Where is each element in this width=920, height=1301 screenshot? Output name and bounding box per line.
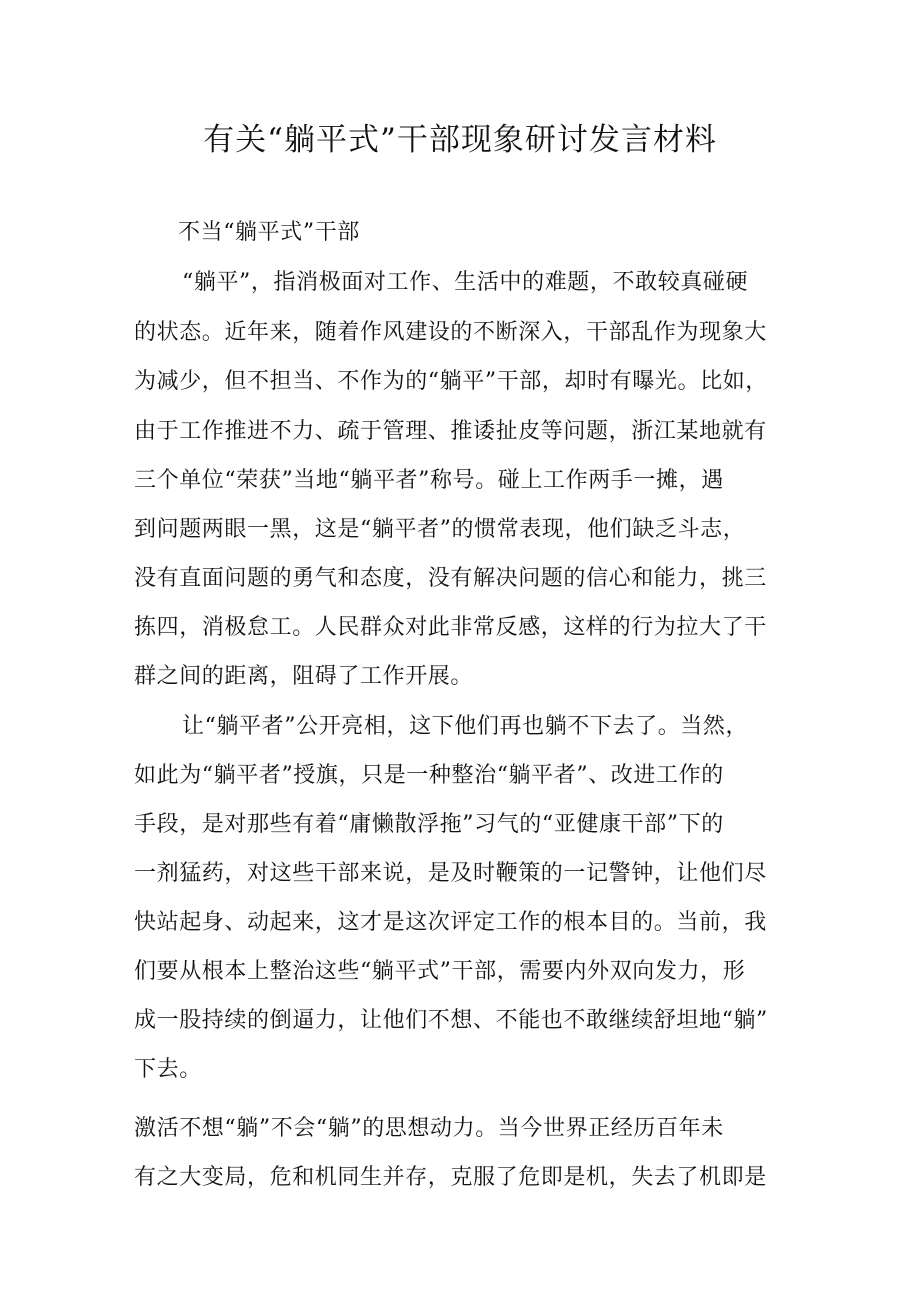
- paragraph-line: 拣四，消极怠工。人民群众对此非常反感，这样的行为拉大了干: [134, 615, 767, 640]
- paragraph-line: 没有直面问题的勇气和态度，没有解决问题的信心和能力，挑三: [134, 566, 767, 591]
- paragraph-line: 的状态。近年来，随着作风建设的不断深入，干部乱作为现象大: [134, 320, 767, 345]
- subheading: 不当“躺平式”干部: [178, 220, 360, 245]
- paragraph-line: 让“躺平者”公开亮相，这下他们再也躺不下去了。当然，: [182, 714, 749, 739]
- paragraph-line: 激活不想“躺”不会“躺”的思想动力。当今世界正经历百年未: [134, 1116, 724, 1141]
- paragraph-line: 三个单位“荣获”当地“躺平者”称号。碰上工作两手一摊，遇: [134, 468, 724, 493]
- paragraph-line: 为减少，但不担当、不作为的“躺平”干部，却时有曝光。比如，: [134, 369, 768, 394]
- paragraph-line: 到问题两眼一黑，这是“躺平者”的惯常表现，他们缺乏斗志，: [134, 517, 746, 542]
- paragraph-line: 手段，是对那些有着“庸懒散浮拖”习气的“亚健康干部”下的: [134, 812, 724, 837]
- paragraph-line: 一剂猛药，对这些干部来说，是及时鞭策的一记警钟，让他们尽: [134, 861, 767, 886]
- paragraph-line: 成一股持续的倒逼力，让他们不想、不能也不敢继续舒坦地“躺”: [134, 1008, 768, 1033]
- paragraph-line: 如此为“躺平者”授旗，只是一种整治“躺平者”、改进工作的: [134, 763, 724, 788]
- paragraph-line: 快站起身、动起来，这才是这次评定工作的根本目的。当前，我: [134, 910, 767, 935]
- paragraph-line: 由于工作推进不力、疏于管理、推诿扯皮等问题，浙江某地就有: [134, 419, 767, 444]
- paragraph-line: “躺平”，指消极面对工作、生活中的难题，不敢较真碰硬: [182, 270, 749, 295]
- paragraph-line: 们要从根本上整治这些“躺平式”干部，需要内外双向发力，形: [134, 959, 746, 984]
- paragraph-line: 群之间的距离，阻碍了工作开展。: [134, 664, 474, 689]
- document-title: 有关“躺平式”干部现象研讨发言材料: [203, 122, 717, 158]
- paragraph-line: 有之大变局，危和机同生并存，克服了危即是机，失去了机即是: [134, 1165, 767, 1190]
- paragraph-line: 下去。: [134, 1057, 202, 1082]
